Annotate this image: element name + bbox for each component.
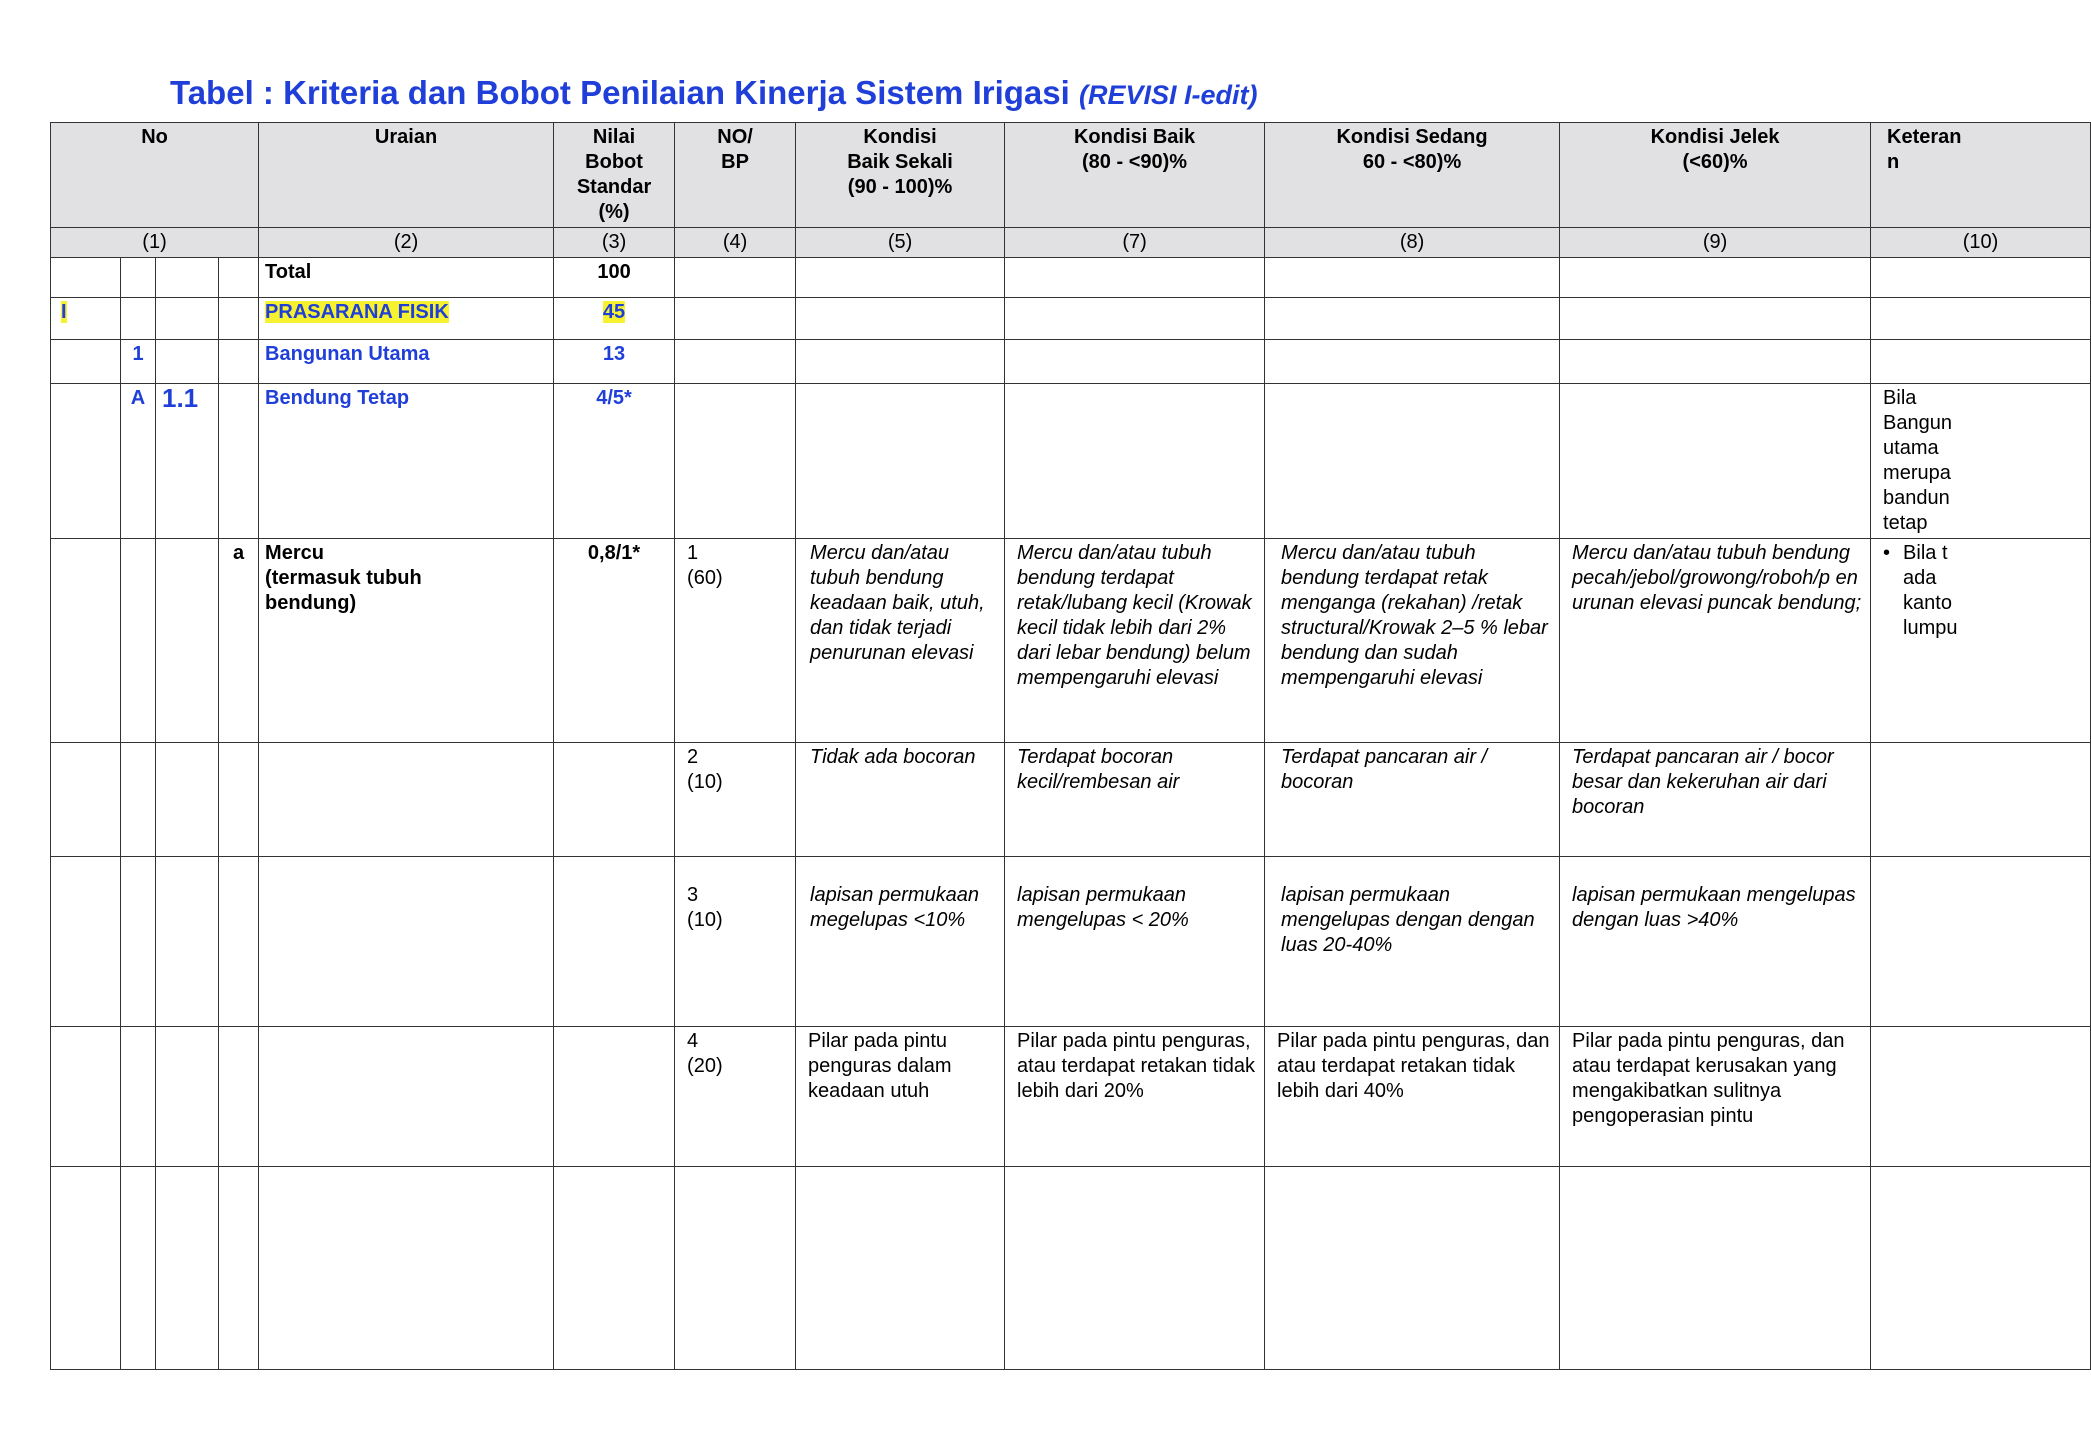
criteria-table bbox=[50, 122, 2091, 1370]
table-row-criteria-3 bbox=[51, 857, 2091, 1027]
criteria-3-no: 3 (10) bbox=[675, 857, 796, 1027]
header-nobp: NO/ BP bbox=[675, 123, 796, 228]
header-baik-sekali: Kondisi Baik Sekali (90 - 100)% bbox=[796, 123, 1005, 228]
criteria-2-baik-sekali: Tidak ada bocoran bbox=[796, 743, 1005, 857]
criteria-3-baik: lapisan permukaan mengelupas < 20% bbox=[1005, 857, 1265, 1027]
total-value: 100 bbox=[554, 258, 675, 298]
colnum-9: (9) bbox=[1560, 228, 1871, 258]
bangunan-label: Bangunan Utama bbox=[259, 340, 554, 384]
colnum-3: (3) bbox=[554, 228, 675, 258]
mercu-keterangan-text: Bila t ada kanto lumpu bbox=[1903, 542, 1958, 639]
bendung-no-b: 1.1 bbox=[156, 384, 219, 539]
table-row-criteria-1 bbox=[51, 539, 2091, 743]
criteria-4-jelek: Pilar pada pintu penguras, dan atau terdapat kerusakan yang mengakibatkan sulitnya pengoperasian pintu bbox=[1560, 1027, 1871, 1167]
mercu-letter: a bbox=[219, 539, 259, 743]
criteria-1-baik-sekali: Mercu dan/atau tubuh bendung keadaan baik, utuh, dan tidak terjadi penurunan elevasi bbox=[796, 539, 1005, 743]
criteria-2-sedang: Terdapat pancaran air / bocoran bbox=[1265, 743, 1560, 857]
criteria-4-sedang: Pilar pada pintu penguras, dan atau terdapat retakan tidak lebih dari 40% bbox=[1265, 1027, 1560, 1167]
mercu-label: Mercu (termasuk tubuh bendung) bbox=[259, 539, 554, 743]
header-uraian: Uraian bbox=[259, 123, 554, 228]
criteria-3-sedang: lapisan permukaan mengelupas dengan dengan luas 20-40% bbox=[1265, 857, 1560, 1027]
colnum-2: (2) bbox=[259, 228, 554, 258]
total-label: Total bbox=[259, 258, 554, 298]
criteria-2-baik: Terdapat bocoran kecil/rembesan air bbox=[1005, 743, 1265, 857]
criteria-1-sedang: Mercu dan/atau tubuh bendung terdapat retak menganga (rekahan) /retak structural/Krowak 2–5 % lebar bendung dan sudah mempengaruhi elevasi bbox=[1265, 539, 1560, 743]
criteria-3-jelek: lapisan permukaan mengelupas dengan luas >40% bbox=[1560, 857, 1871, 1027]
criteria-1-no: 1 (60) bbox=[675, 539, 796, 743]
bendung-keterangan: Bila Bangun utama merupa bandun tetap bbox=[1871, 384, 2091, 539]
colnum-1: (1) bbox=[51, 228, 259, 258]
bangunan-no: 1 bbox=[121, 340, 156, 384]
criteria-2-no: 2 (10) bbox=[675, 743, 796, 857]
header-nilai: Nilai Bobot Standar (%) bbox=[554, 123, 675, 228]
header-row bbox=[51, 123, 2091, 228]
table-row-total bbox=[51, 258, 2091, 298]
title-main: Tabel : Kriteria dan Bobot Penilaian Kinerja Sistem Irigasi bbox=[170, 74, 1070, 111]
table-row-criteria-4 bbox=[51, 1027, 2091, 1167]
prasarana-value: 45 bbox=[602, 301, 626, 323]
bangunan-value: 13 bbox=[554, 340, 675, 384]
criteria-1-jelek: Mercu dan/atau tubuh bendung pecah/jebol/growong/roboh/p enurunan elevasi puncak bendung; bbox=[1560, 539, 1871, 743]
bendung-label: Bendung Tetap bbox=[259, 384, 554, 539]
table-row-bendung-tetap bbox=[51, 384, 2091, 539]
header-keterangan: Keteran n bbox=[1871, 123, 2091, 228]
page-title bbox=[170, 74, 1257, 112]
prasarana-label: PRASARANA FISIK bbox=[265, 301, 449, 323]
colnum-5: (5) bbox=[796, 228, 1005, 258]
table-container bbox=[50, 122, 1999, 1362]
colnum-8: (8) bbox=[1265, 228, 1560, 258]
bullet-icon: • bbox=[1883, 542, 1891, 564]
table-row-prasarana bbox=[51, 298, 2091, 340]
table-row-criteria-2 bbox=[51, 743, 2091, 857]
header-baik: Kondisi Baik (80 - <90)% bbox=[1005, 123, 1265, 228]
table-row-bangunan-utama bbox=[51, 340, 2091, 384]
header-no: No bbox=[51, 123, 259, 228]
criteria-1-baik: Mercu dan/atau tubuh bendung terdapat retak/lubang kecil (Krowak kecil tidak lebih dari 2% dari lebar bendung) belum mempengaruhi elevasi bbox=[1005, 539, 1265, 743]
criteria-4-baik-sekali: Pilar pada pintu penguras dalam keadaan utuh bbox=[796, 1027, 1005, 1167]
table-row-empty bbox=[51, 1167, 2091, 1370]
bendung-no-a: A bbox=[121, 384, 156, 539]
criteria-2-jelek: Terdapat pancaran air / bocor besar dan kekeruhan air dari bocoran bbox=[1560, 743, 1871, 857]
colnum-10: (10) bbox=[1871, 228, 2091, 258]
criteria-3-baik-sekali: lapisan permukaan megelupas <10% bbox=[796, 857, 1005, 1027]
criteria-4-no: 4 (20) bbox=[675, 1027, 796, 1167]
bendung-value: 4/5* bbox=[554, 384, 675, 539]
header-sedang: Kondisi Sedang 60 - <80)% bbox=[1265, 123, 1560, 228]
mercu-value: 0,8/1* bbox=[554, 539, 675, 743]
prasarana-no: I bbox=[61, 301, 67, 323]
criteria-4-baik: Pilar pada pintu penguras, atau terdapat retakan tidak lebih dari 20% bbox=[1005, 1027, 1265, 1167]
column-number-row bbox=[51, 228, 2091, 258]
header-jelek: Kondisi Jelek (<60)% bbox=[1560, 123, 1871, 228]
colnum-7: (7) bbox=[1005, 228, 1265, 258]
colnum-4: (4) bbox=[675, 228, 796, 258]
title-sub: (REVISI I-edit) bbox=[1078, 80, 1258, 110]
mercu-keterangan bbox=[1883, 541, 2084, 641]
